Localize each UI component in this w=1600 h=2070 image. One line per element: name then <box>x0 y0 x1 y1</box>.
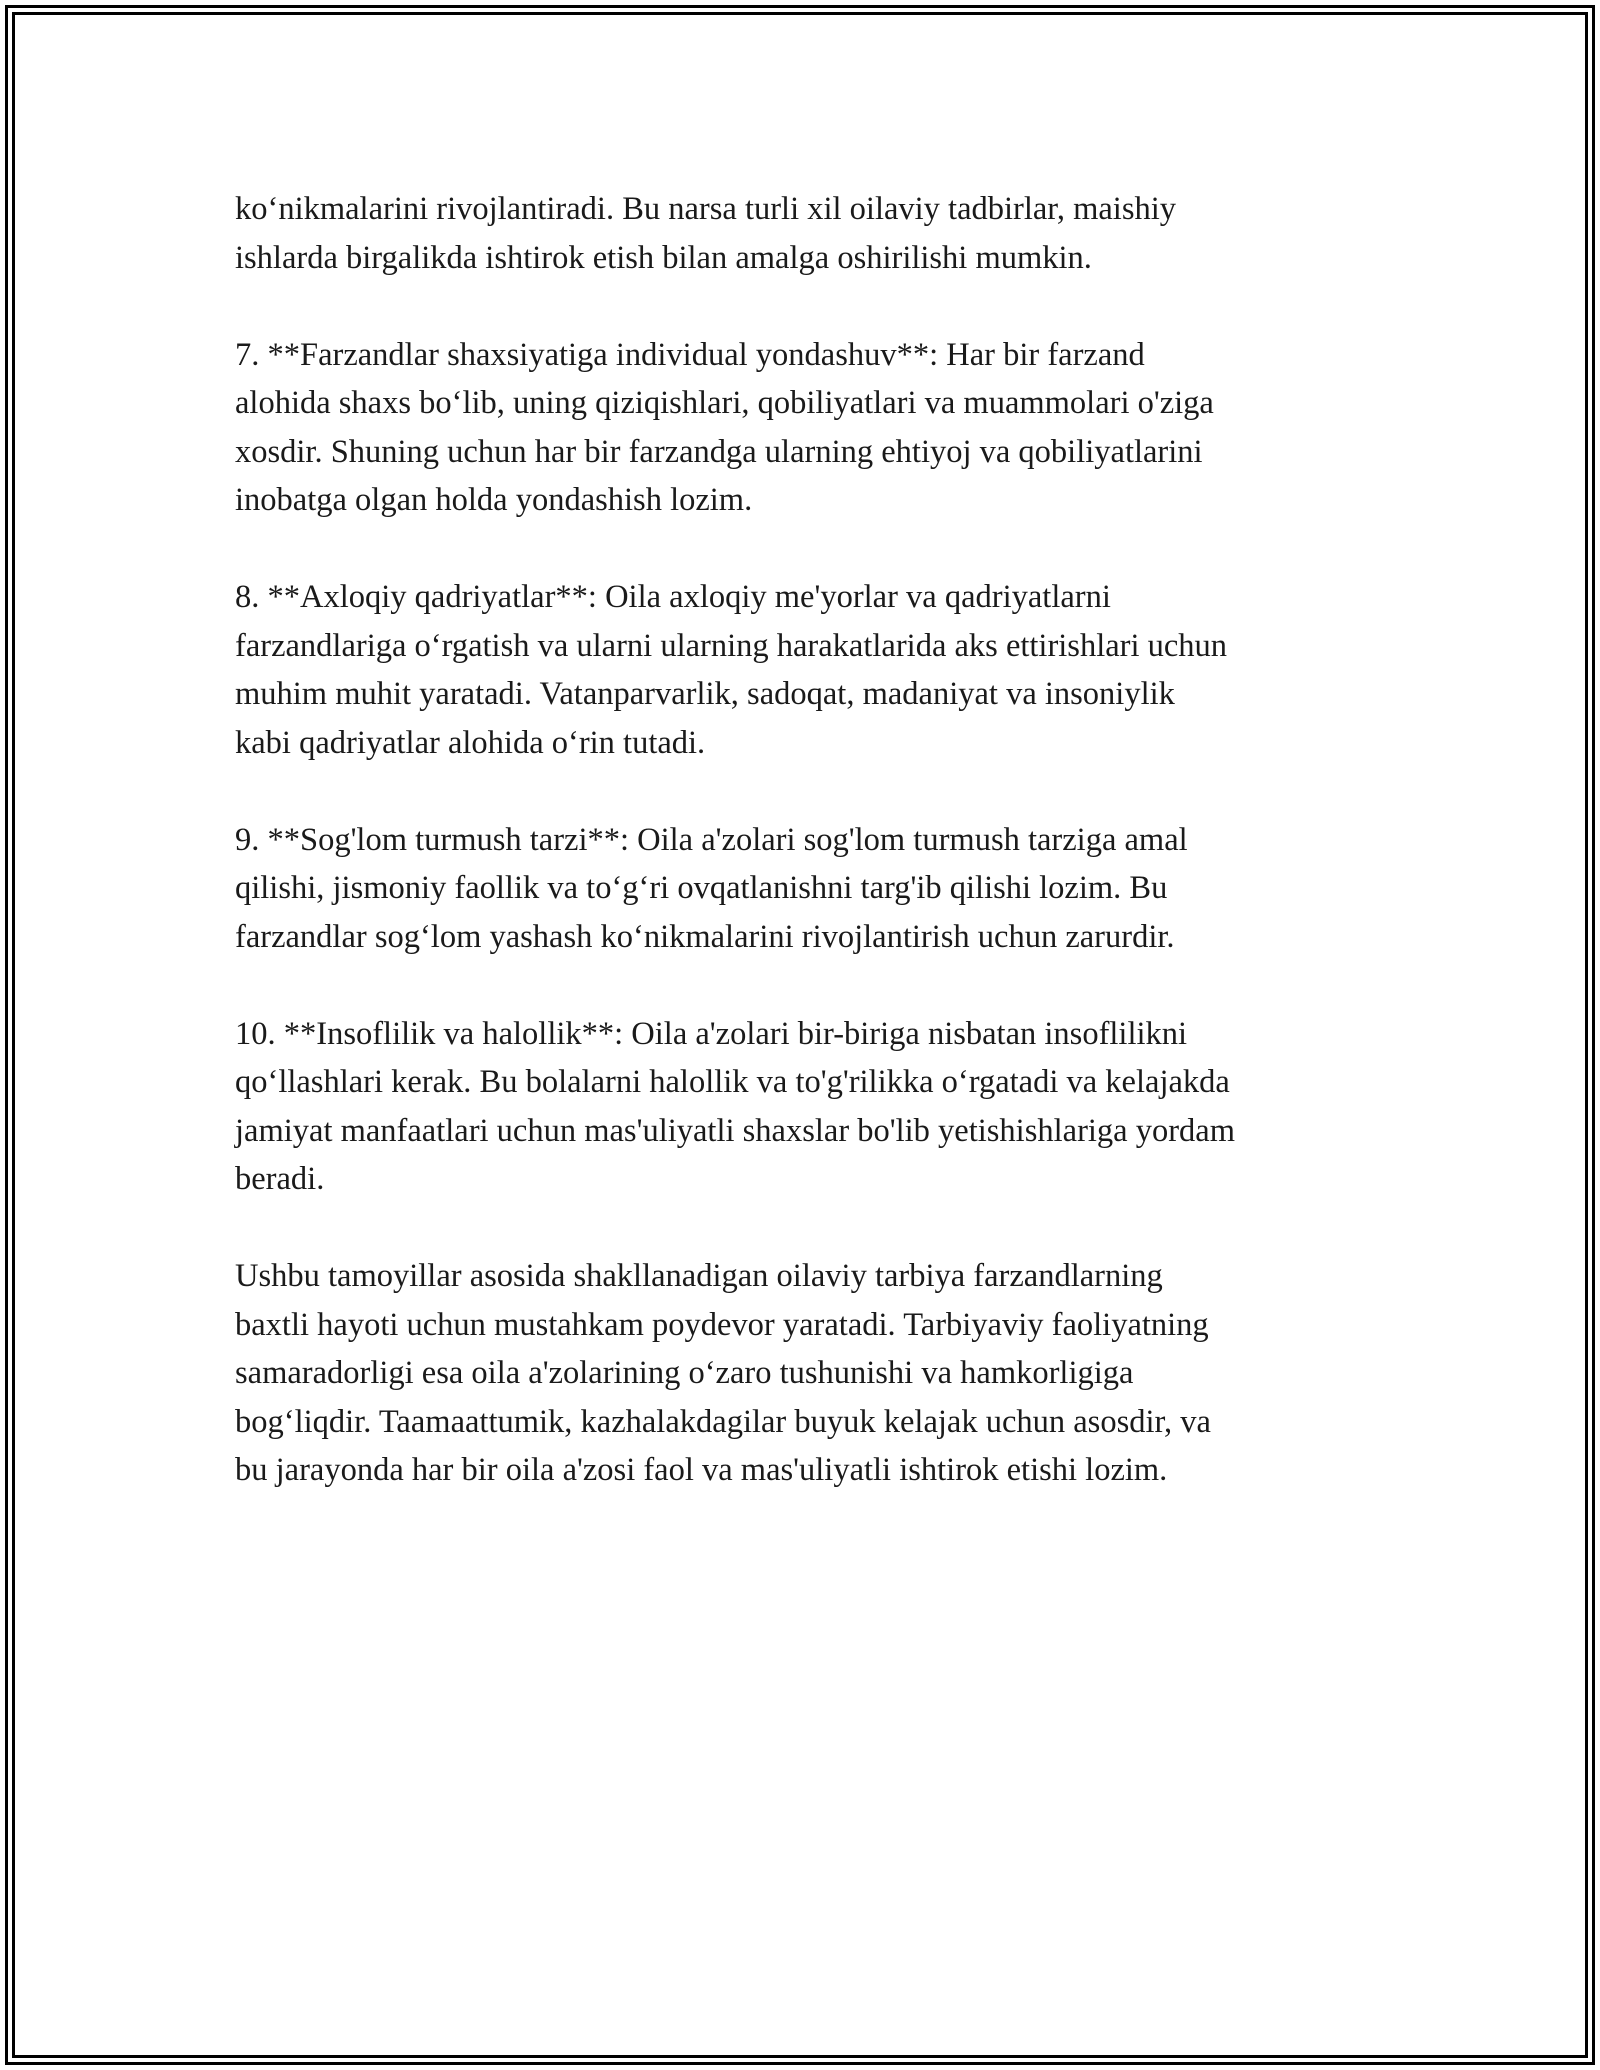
text-line: 10. **Insoflilik va halollik**: Oila a'zolari bir-biriga nisbatan insoflilikni <box>235 1015 1188 1052</box>
text-line: ko‘nikmalarini rivojlantiradi. Bu narsa turli xil oilaviy tadbirlar, maishiy <box>235 191 1176 227</box>
text-line: kabi qadriyatlar alohida o‘rin tutadi. <box>235 724 706 761</box>
text-line: bu jarayonda har bir oila a'zosi faol va mas'uliyatli ishtirok etishi lozim. <box>235 1452 1168 1488</box>
text-line: xosdir. Shuning uchun har bir farzandga ularning ehtiyoj va qobiliyatlarini <box>235 433 1203 470</box>
paragraph-conclusion <box>235 1252 1385 1495</box>
text-line: beradi. <box>235 1161 325 1197</box>
text-line: farzandlariga o‘rgatish va ularni ularning harakatlarida aks ettirishlari uchun <box>235 627 1228 664</box>
text-line: muhim muhit yaratadi. Vatanparvarlik, sadoqat, madaniyat va insoniylik <box>235 676 1175 712</box>
document-body <box>235 185 1385 1543</box>
paragraph-item-8 <box>235 573 1385 767</box>
text-line: 7. **Farzandlar shaxsiyatiga individual yondashuv**: Har bir farzand <box>235 336 1145 373</box>
text-line: bog‘liqdir. Taamaattumik, kazhalakdagilar buyuk kelajak uchun asosdir, va <box>235 1403 1211 1440</box>
text-line: jamiyat manfaatlari uchun mas'uliyatli shaxslar bo'lib yetishishlariga yordam <box>235 1112 1235 1149</box>
text-line: qo‘llashlari kerak. Bu bolalarni halollik va to'g'rilikka o‘rgatadi va kelajakda <box>235 1064 1230 1100</box>
text-line: inobatga olgan holda yondashish lozim. <box>235 482 753 518</box>
paragraph-item-10 <box>235 1010 1385 1204</box>
text-line: 8. **Axloqiy qadriyatlar**: Oila axloqiy me'yorlar va qadriyatlarni <box>235 579 1111 615</box>
paragraph-continuation <box>235 185 1385 282</box>
text-line: 9. **Sog'lom turmush tarzi**: Oila a'zolari sog'lom turmush tarziga amal <box>235 821 1188 858</box>
paragraph-item-7 <box>235 331 1385 525</box>
text-line: ishlarda birgalikda ishtirok etish bilan amalga oshirilishi mumkin. <box>235 239 1092 276</box>
text-line: Ushbu tamoyillar asosida shakllanadigan oilaviy tarbiya farzandlarning <box>235 1258 1163 1294</box>
text-line: samaradorligi esa oila a'zolarining o‘zaro tushunishi va hamkorligiga <box>235 1355 1134 1391</box>
text-line: qilishi, jismoniy faollik va to‘g‘ri ovqatlanishni targ'ib qilishi lozim. Bu <box>235 870 1168 906</box>
paragraph-item-9 <box>235 816 1385 962</box>
text-line: alohida shaxs bo‘lib, uning qiziqishlari, qobiliyatlari va muammolari o'ziga <box>235 385 1214 421</box>
text-line: farzandlar sog‘lom yashash ko‘nikmalarini rivojlantirish uchun zarurdir. <box>235 918 1175 955</box>
text-line: baxtli hayoti uchun mustahkam poydevor yaratadi. Tarbiyaviy faoliyatning <box>235 1306 1209 1343</box>
